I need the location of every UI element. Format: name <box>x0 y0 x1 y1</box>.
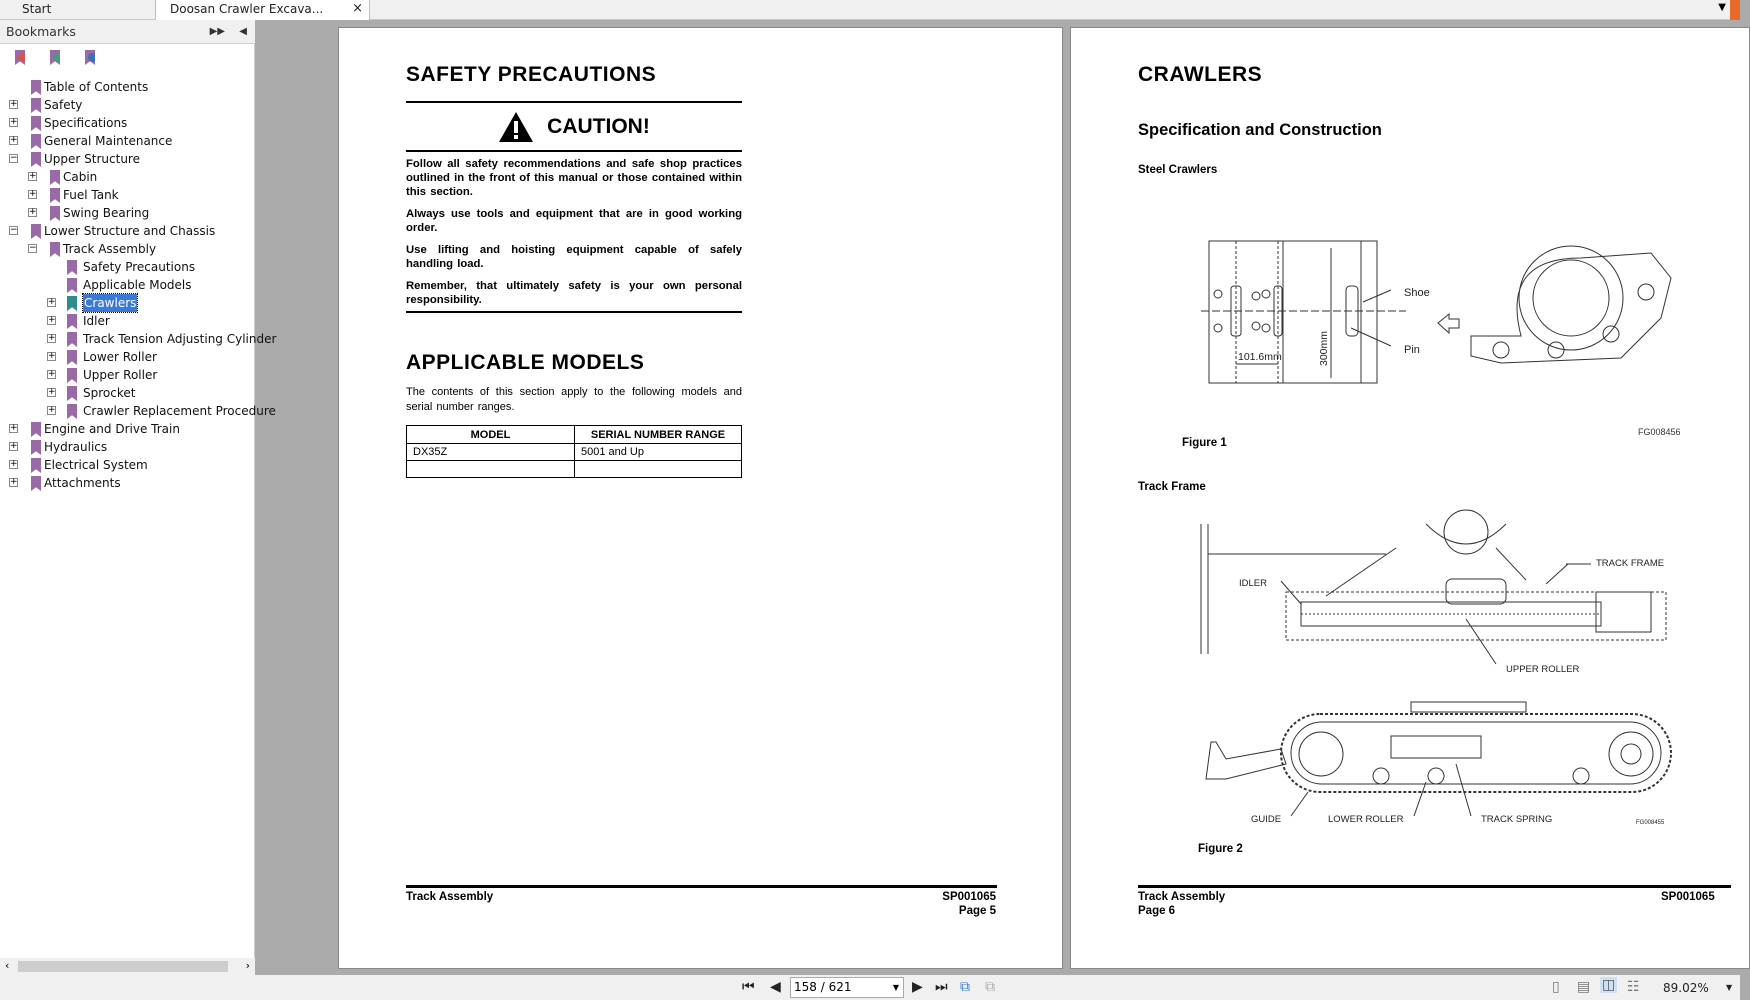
bookmark-item[interactable] <box>0 420 255 438</box>
figure-caption: Figure 1 <box>1182 437 1227 449</box>
scrollbar-thumb[interactable] <box>18 961 228 972</box>
zoom-dropdown-icon[interactable]: ▼ <box>1726 983 1733 992</box>
bookmark-item[interactable] <box>0 78 255 96</box>
collapse-panel-icon[interactable]: ◀ <box>239 26 247 37</box>
continuous-view-icon[interactable]: ▤ <box>1577 979 1591 995</box>
pdf-page-6 <box>1070 27 1750 969</box>
bookmark-label: Sprocket <box>83 386 136 400</box>
bookmark-label: Safety <box>44 98 83 112</box>
bookmark-item[interactable] <box>0 402 276 420</box>
page-number-value: 158 / 621 <box>794 980 852 994</box>
bookmark-icon <box>50 170 60 185</box>
bookmark-item[interactable] <box>0 294 255 312</box>
bookmark-icon <box>50 206 60 221</box>
next-page-icon[interactable]: ▶ <box>912 979 923 995</box>
expand-icon[interactable]: + <box>48 297 56 307</box>
figure-code: FG008455 <box>1636 820 1665 826</box>
tab-document[interactable] <box>155 0 370 20</box>
bookmark-label: Engine and Drive Train <box>44 422 180 436</box>
expand-icon[interactable]: + <box>48 351 56 361</box>
warning-icon <box>498 111 534 143</box>
footer-rule <box>1138 885 1731 888</box>
bookmark-item[interactable] <box>0 114 255 132</box>
safety-paragraph: Follow all safety recommendations and safe shop practices outlined in the front of this manual or those contained within this section. <box>406 158 742 198</box>
label-lower-roller: LOWER ROLLER <box>1328 814 1404 825</box>
bookmark-item[interactable] <box>0 276 255 294</box>
bookmark-item[interactable] <box>0 186 255 204</box>
tab-list-dropdown-icon[interactable]: ▼ <box>1718 2 1726 13</box>
bookmark-icon <box>31 476 41 491</box>
bookmark-icon <box>50 188 60 203</box>
safety-paragraph: Remember, that ultimately safety is your own personal responsibility. <box>406 280 742 306</box>
bookmark-icon <box>50 242 60 257</box>
safety-paragraph: Always use tools and equipment that are in good working order. <box>406 208 742 234</box>
bookmark-label: Track Tension Adjusting Cylinder <box>83 332 277 346</box>
figure-caption: Figure 2 <box>1198 843 1243 855</box>
expand-icon[interactable]: + <box>48 387 56 397</box>
zoom-level[interactable]: 89.02% <box>1663 981 1709 995</box>
bookmark-icon <box>31 224 41 239</box>
single-page-view-icon[interactable]: ▯ <box>1552 979 1560 995</box>
bookmark-icon <box>31 458 41 473</box>
bookmark-label: Table of Contents <box>44 80 149 94</box>
collapse-icon[interactable]: − <box>10 153 18 163</box>
bookmark-icon <box>31 422 41 437</box>
bookmark-item[interactable] <box>0 438 255 456</box>
bookmark-label: Lower Roller <box>83 350 157 364</box>
pdf-page-5 <box>338 27 1063 969</box>
bookmark-icon <box>67 278 77 293</box>
bookmark-label: Fuel Tank <box>63 188 119 202</box>
bookmark-label: Cabin <box>63 170 98 184</box>
bookmark-icon <box>31 134 41 149</box>
bookmark-icon <box>67 386 77 401</box>
close-tab-icon[interactable]: × <box>352 1 363 16</box>
bookmark-item[interactable] <box>0 384 255 402</box>
expand-icon[interactable]: + <box>10 423 18 433</box>
label-guide: GUIDE <box>1251 814 1282 825</box>
bookmark-label: Safety Precautions <box>83 260 196 274</box>
expand-icon[interactable]: + <box>10 441 18 451</box>
label-pitch: 101.6mm <box>1238 351 1282 363</box>
table-cell <box>407 461 575 478</box>
bookmark-icon <box>67 332 77 347</box>
expand-icon[interactable]: + <box>29 171 37 181</box>
expand-icon[interactable]: + <box>48 369 56 379</box>
table-row <box>407 461 742 478</box>
footer-section: Track Assembly <box>1138 891 1226 903</box>
previous-view-icon[interactable]: ⧉ <box>960 979 970 995</box>
expand-icon[interactable]: + <box>48 315 56 325</box>
last-page-icon[interactable]: ⏭ <box>935 979 948 995</box>
bookmark-label: Swing Bearing <box>63 206 150 220</box>
subtitle: Specification and Construction <box>1138 121 1382 139</box>
bookmark-icon <box>67 350 77 365</box>
label-track-spring: TRACK SPRING <box>1481 814 1553 825</box>
footer-code: SP001065 <box>1661 891 1715 903</box>
bookmark-item[interactable] <box>0 96 255 114</box>
bookmark-label: Lower Structure and Chassis <box>44 224 216 238</box>
expand-icon[interactable]: + <box>10 477 18 487</box>
tab-bar <box>0 0 1740 20</box>
bookmark-item[interactable] <box>0 348 255 366</box>
footer-section: Track Assembly <box>406 891 494 903</box>
label-idler: IDLER <box>1239 578 1267 589</box>
continuous-facing-view-icon[interactable]: ☷ <box>1627 979 1640 995</box>
models-table <box>406 425 742 478</box>
caution-heading: CAUTION! <box>547 114 650 138</box>
bookmark-item[interactable] <box>0 150 255 168</box>
chevron-down-icon[interactable]: ▼ <box>892 983 899 992</box>
add-bookmark-icon[interactable] <box>50 50 60 65</box>
bookmark-icon <box>67 260 77 275</box>
bookmark-label: Crawlers <box>84 296 137 310</box>
bookmark-item[interactable] <box>0 222 255 240</box>
section-heading: Steel Crawlers <box>1138 164 1218 176</box>
bookmark-item[interactable] <box>0 204 255 222</box>
bookmarks-header <box>0 20 255 44</box>
models-intro: The contents of this section apply to the following models and serial number ranges. <box>406 386 742 413</box>
label-width: 300mm <box>1318 330 1330 366</box>
expand-icon[interactable]: + <box>29 207 37 217</box>
previous-page-icon[interactable]: ◀ <box>770 979 781 995</box>
expand-icon[interactable]: + <box>10 117 18 127</box>
bookmark-icon <box>31 152 41 167</box>
next-view-icon[interactable]: ⧉ <box>985 979 995 995</box>
page-title: CRAWLERS <box>1138 63 1263 86</box>
bookmark-label: Upper Structure <box>44 152 140 166</box>
bookmark-label: Specifications <box>44 116 128 130</box>
bookmark-icon <box>67 368 77 383</box>
tab-label: Doosan Crawler Excava... <box>170 2 324 16</box>
section-heading: Track Frame <box>1138 481 1206 493</box>
navigation-toolbar <box>0 975 1740 1000</box>
panel-title: Bookmarks <box>6 24 76 39</box>
page-title: SAFETY PRECAUTIONS <box>406 63 657 86</box>
bookmark-icon <box>31 440 41 455</box>
expand-icon[interactable]: + <box>10 459 18 469</box>
bookmark-label: Hydraulics <box>44 440 108 454</box>
bookmark-icon <box>67 314 77 329</box>
bookmark-label: Track Assembly <box>63 242 157 256</box>
tab-label: Start <box>22 2 52 16</box>
two-page-view-icon[interactable]: ◫ <box>1602 977 1616 993</box>
table-header: MODEL <box>407 426 575 444</box>
bookmark-icon <box>67 296 77 311</box>
bookmark-item[interactable] <box>0 168 255 186</box>
bookmark-icon <box>31 116 41 131</box>
table-cell: 5001 and Up <box>575 444 742 461</box>
table-cell: DX35Z <box>407 444 575 461</box>
bookmark-label: Applicable Models <box>83 278 192 292</box>
label-pin: Pin <box>1404 344 1420 356</box>
bookmark-label: Idler <box>83 314 110 328</box>
expand-icon[interactable]: + <box>29 189 37 199</box>
bookmark-item[interactable] <box>0 132 255 150</box>
bookmark-label: Attachments <box>44 476 121 490</box>
bookmark-label: Upper Roller <box>83 368 158 382</box>
table-row <box>407 444 742 461</box>
table-header: SERIAL NUMBER RANGE <box>575 426 742 444</box>
expand-icon[interactable]: + <box>48 405 56 415</box>
expand-icon[interactable]: + <box>48 333 56 343</box>
divider <box>406 311 742 313</box>
figure-code: FG008456 <box>1638 427 1681 437</box>
bookmark-icon <box>31 98 41 113</box>
bookmark-item[interactable] <box>0 258 255 276</box>
tab-start[interactable] <box>0 0 155 20</box>
bookmark-label: General Maintenance <box>44 134 173 148</box>
figure-2-track-frame-drawing <box>1196 524 1676 844</box>
footer-rule <box>406 885 997 888</box>
table-cell <box>575 461 742 478</box>
bookmark-item[interactable] <box>0 366 255 384</box>
window-corner <box>1730 0 1740 20</box>
horizontal-scrollbar[interactable]: ‹ › <box>0 958 255 975</box>
bookmarks-panel <box>0 20 277 975</box>
bookmark-icon <box>67 404 77 419</box>
footer-page: Page 6 <box>1138 905 1176 917</box>
footer-page: Page 5 <box>958 905 996 917</box>
bookmark-label: Crawler Replacement Procedure <box>83 404 276 418</box>
footer-code: SP001065 <box>942 891 996 903</box>
expand-panel-icon[interactable]: ▶▶ <box>209 26 225 37</box>
figure-1-steel-crawler-drawing <box>1201 238 1681 398</box>
collapse-icon[interactable]: − <box>29 243 37 253</box>
section-title: APPLICABLE MODELS <box>406 351 645 374</box>
bookmark-item[interactable] <box>0 456 255 474</box>
bookmark-item[interactable] <box>0 240 255 258</box>
expand-icon[interactable]: + <box>10 99 18 109</box>
collapse-icon[interactable]: − <box>10 225 18 235</box>
page-number-input[interactable] <box>790 977 904 998</box>
first-page-icon[interactable]: ⏮ <box>742 979 755 995</box>
label-upper-roller: UPPER ROLLER <box>1506 664 1580 675</box>
label-shoe: Shoe <box>1404 287 1430 299</box>
safety-paragraph: Use lifting and hoisting equipment capable of safely handling load. <box>406 244 742 270</box>
bookmark-item[interactable] <box>0 330 277 348</box>
goto-bookmark-icon[interactable] <box>85 50 95 65</box>
expand-icon[interactable]: + <box>10 135 18 145</box>
bookmark-label: Electrical System <box>44 458 148 472</box>
bookmark-item[interactable] <box>0 474 255 492</box>
bookmark-item[interactable] <box>0 312 255 330</box>
bookmark-icon <box>31 80 41 95</box>
delete-bookmark-icon[interactable] <box>15 50 25 65</box>
label-track-frame: TRACK FRAME <box>1596 558 1665 569</box>
